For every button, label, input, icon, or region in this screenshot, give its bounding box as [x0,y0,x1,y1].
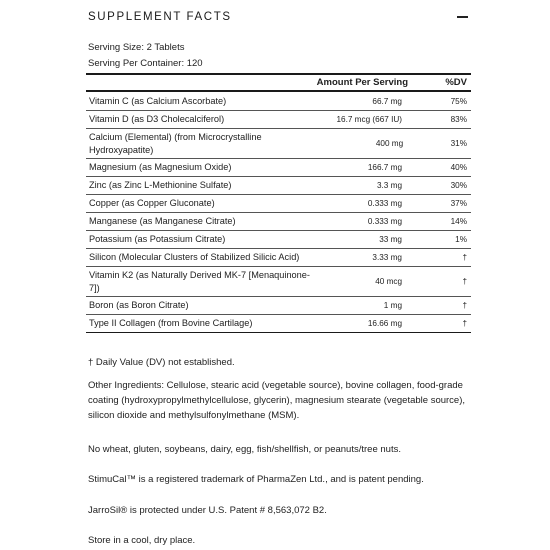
dv-column-header: %DV [445,77,467,88]
nutrient-amount: 3.33 mg [372,253,402,262]
table-row [86,176,471,194]
nutrient-name: Magnesium (as Magnesium Oxide) [89,162,232,173]
patent-statement: JarroSil® is protected under U.S. Patent # 8,563,072 B2. [88,505,327,516]
table-row [86,158,471,176]
nutrient-dv: † [462,253,467,262]
nutrient-amount: 0.333 mg [367,217,402,226]
nutrient-name: Zinc (as Zinc L-Methionine Sulfate) [89,180,232,191]
amount-column-header: Amount Per Serving [316,77,408,88]
table-row [86,194,471,212]
servings-per-container: Serving Per Container: 120 [88,57,203,69]
trademark-statement: StimuCal™ is a registered trademark of PharmaZen Ltd., and is patent pending. [88,474,424,485]
nutrient-dv: 83% [450,115,467,124]
nutrient-amount: 33 mg [379,235,402,244]
table-row [86,128,471,158]
nutrient-amount: 16.66 mg [367,319,402,328]
supplement-facts-table [86,73,471,333]
nutrient-name: Silicon (Molecular Clusters of Stabilized Silicic Acid) [89,252,300,263]
serving-info [88,40,203,71]
nutrient-dv: 31% [450,139,467,148]
allergen-statement: No wheat, gluten, soybeans, dairy, egg, fish/shellfish, or peanuts/tree nuts. [88,444,401,455]
nutrient-dv: † [462,319,467,328]
table-row [86,230,471,248]
table-row [86,212,471,230]
nutrient-name: Vitamin K2 (as Naturally Derived MK-7 [Menaquinone-7]) [89,270,310,293]
nutrient-amount: 0.333 mg [367,199,402,208]
nutrient-name: Vitamin D (as D3 Cholecalciferol) [89,114,225,125]
nutrient-amount: 66.7 mg [372,96,402,106]
table-row [86,92,471,110]
table-row [86,248,471,266]
nutrient-name: Type II Collagen (from Bovine Cartilage) [89,318,253,329]
supplement-facts-header[interactable] [88,8,468,26]
nutrient-name: Vitamin C (as Calcium Ascorbate) [89,95,227,106]
table-body [86,92,471,332]
nutrient-amount: 1 mg [383,301,402,310]
other-ingredients: Other Ingredients: Cellulose, stearic acid (vegetable source), bovine collagen, food-grade coating (hydroxypropylmethylcellulose, glycerin), magnesium stearate (vegetable source), silicon dioxide and methylsulfonylmethane (MSM). [88,380,466,421]
nutrient-dv: 75% [450,96,467,106]
nutrient-dv: † [462,277,467,286]
nutrient-amount: 166.7 mg [367,163,402,172]
table-header [86,75,471,92]
nutrient-dv: † [462,301,467,310]
nutrient-amount: 400 mg [375,139,404,148]
table-row [86,266,471,296]
nutrient-dv: 37% [450,199,467,208]
nutrient-dv: 1% [455,235,467,244]
serving-size: Serving Size: 2 Tablets [88,42,185,53]
table-row [86,296,471,314]
nutrient-amount: 3.3 mg [376,181,402,190]
nutrient-name: Calcium (Elemental) (from Microcrystalline Hydroxyapatite) [89,132,262,155]
table-row [86,314,471,332]
nutrient-amount: 40 mcg [375,277,403,286]
dagger-footnote: † Daily Value (DV) not established. [88,357,235,368]
nutrient-name: Copper (as Copper Gluconate) [89,198,215,209]
section-title: SUPPLEMENT FACTS [88,11,232,23]
nutrient-dv: 14% [450,217,467,226]
nutrient-amount: 16.7 mcg (667 IU) [336,115,402,124]
nutrient-name: Potassium (as Potassium Citrate) [89,234,226,245]
nutrient-dv: 30% [450,181,467,190]
storage-statement: Store in a cool, dry place. [88,535,196,546]
collapse-minus-icon[interactable] [456,11,468,23]
table-row [86,110,471,128]
nutrient-name: Manganese (as Manganese Citrate) [89,216,236,227]
nutrient-name: Boron (as Boron Citrate) [89,300,189,311]
nutrient-dv: 40% [450,163,467,172]
